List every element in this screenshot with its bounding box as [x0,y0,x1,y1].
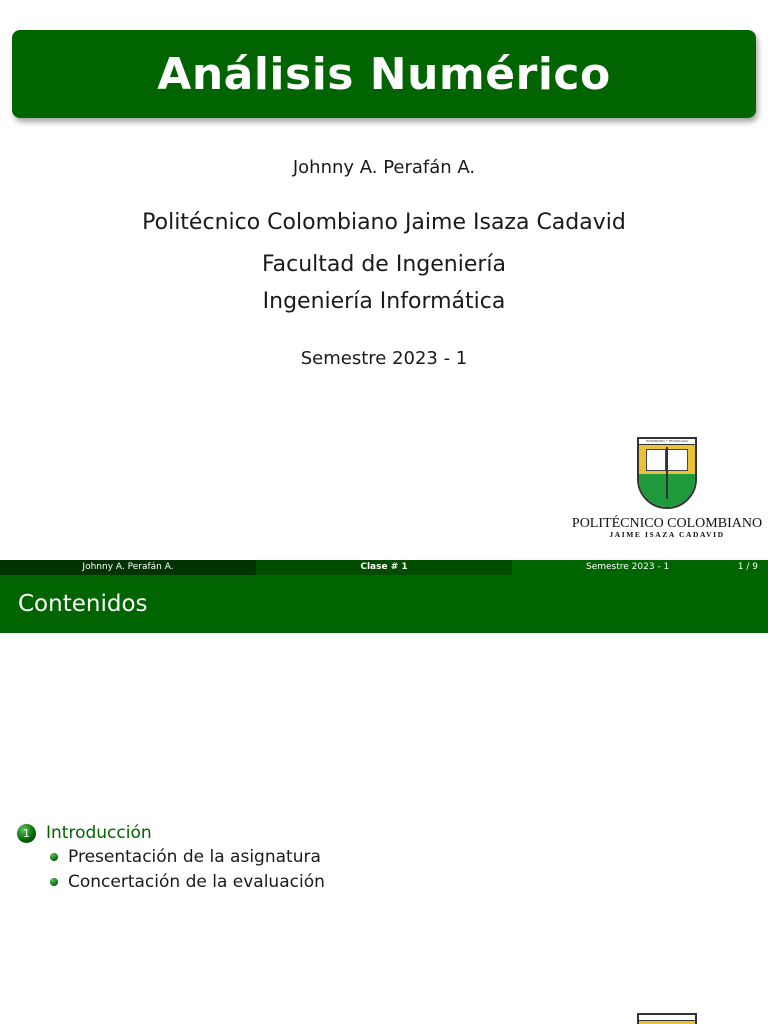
frame-title: Contenidos [18,591,148,617]
presentation-title: Análisis Numérico [157,48,611,100]
logo-name: POLITÉCNICO COLOMBIANO [571,516,763,531]
footer-semester: Semestre 2023 - 1 [586,562,670,572]
footer-clase: Clase # 1 [256,560,512,575]
institution-name: Politécnico Colombiano Jaime Isaza Cadavid [142,210,626,235]
toc-section[interactable] [17,822,325,844]
faculty-name: Facultad de Ingeniería [262,252,506,277]
contents-slide [0,560,768,1024]
institution-crest-icon [637,437,697,509]
title-box [12,30,756,118]
toc-subsection-label: Concertación de la evaluación [68,871,325,892]
table-of-contents [17,822,325,894]
semester-label: Semestre 2023 - 1 [300,348,468,369]
logo-subname: JAIME ISAZA CADAVID [609,530,725,539]
toc-section-label: Introducción [46,823,152,843]
footer-right [512,560,768,575]
author-name: Johnny A. Perafán A. [292,157,476,178]
footer-page-number: 1 / 9 [737,562,758,572]
toc-subsection[interactable] [17,844,325,869]
toc-subsection-label: Presentación de la asignatura [68,846,321,867]
toc-subsection[interactable] [17,869,325,894]
bullet-ball-icon [50,853,58,861]
program-name: Ingeniería Informática [262,289,506,314]
footline [0,560,768,575]
crest-motto: HUMANISMO Y TECNOLOGÍA [645,439,689,443]
bullet-ball-icon [50,878,58,886]
footer-author: Johnny A. Perafán A. [0,560,256,575]
frame-title-bar [0,575,768,633]
section-number-ball-icon: 1 [17,824,36,843]
institution-crest-icon [637,1013,697,1024]
